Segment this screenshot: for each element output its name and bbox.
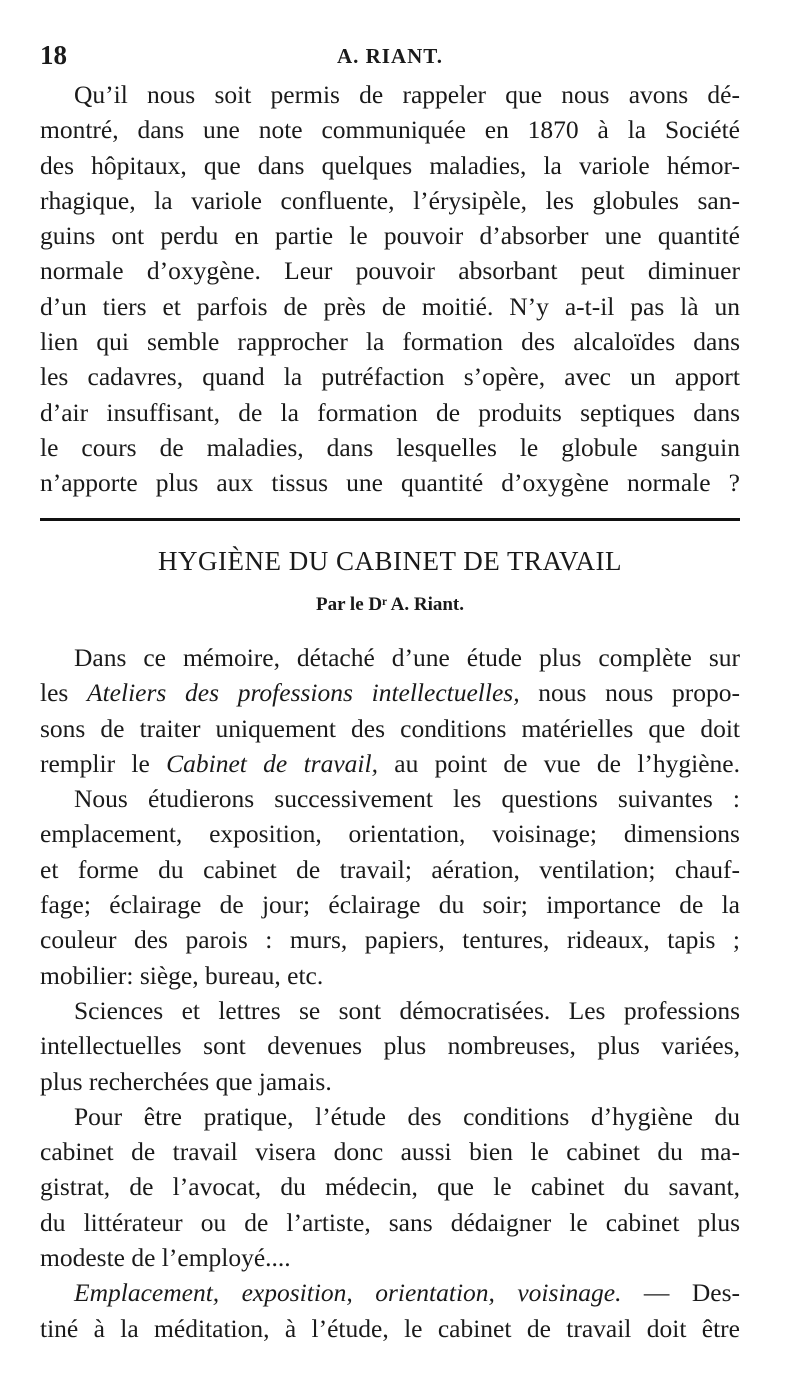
text-run: les (40, 678, 88, 708)
text-line (40, 1275, 740, 1310)
italic-title: Ateliers des professions intellectuelles, (87, 678, 520, 708)
continued-paragraph (40, 77, 740, 501)
text-line: normale d’oxygène. Leur pouvoir absorbant peut diminuer (40, 256, 740, 286)
text-line: cabinet de travail visera donc aussi bien le cabinet du ma- (40, 1137, 740, 1167)
text-line: rhagique, la variole confluente, l’érysipèle, les globules san- (40, 185, 740, 215)
text-line: guins ont perdu en partie le pouvoir d’absorber une quantité (40, 221, 740, 251)
article-title: HYGIÈNE DU CABINET DE TRAVAIL (158, 546, 622, 576)
text-line: d’un tiers et parfois de près de moitié. N’y a-t-il pas là un (40, 291, 740, 321)
page-number: 18 (40, 40, 67, 70)
text-run: au point de vue de l’hygiène. (377, 748, 740, 778)
text-line: lien qui semble rapprocher la formation des alcaloïdes dans (40, 327, 740, 357)
page-header (40, 40, 740, 74)
text-line: montré, dans une note communiquée en 1870 à la Société (40, 115, 740, 145)
text-line: Dans ce mémoire, détaché d’une étude plus complète sur (74, 643, 740, 672)
text-line: et forme du cabinet de travail; aération, ventilation; chauf- (40, 854, 740, 884)
text-line: emplacement, exposition, orientation, voisinage; dimensions (40, 819, 740, 849)
text-line (40, 675, 740, 710)
text-line: couleur des parois : murs, papiers, tentures, rideaux, tapis ; (40, 925, 740, 955)
text-line: modeste de l’employé.... (40, 1243, 291, 1273)
text-line: des hôpitaux, que dans quelques maladies, la variole hémor- (40, 150, 740, 180)
text-line: sons de traiter uniquement des conditions matérielles que doit (40, 713, 740, 743)
text-line: gistrat, de l’avocat, du médecin, que le cabinet du savant, (40, 1172, 740, 1202)
text-run: — Des- (621, 1278, 740, 1308)
text-line: Nous étudierons successivement les questions suivantes : (74, 784, 740, 814)
text-line: tiné à la méditation, à l’étude, le cabinet de travail doit être (40, 1313, 740, 1343)
text-line: d’air insuffisant, de la formation de produits septiques dans (40, 397, 740, 427)
text-line: n’apporte plus aux tissus une quantité d’oxygène normale ? (40, 468, 740, 498)
article-byline: Par le Dʳ A. Riant. (315, 594, 465, 615)
italic-heading: Emplacement, exposition, orientation, voisinage. (74, 1278, 622, 1308)
text-line: mobilier: siège, bureau, etc. (40, 960, 324, 990)
section-divider (40, 518, 740, 521)
text-line: Pour être pratique, l’étude des conditions d’hygiène du (74, 1101, 740, 1131)
italic-title: Cabinet de travail, (166, 748, 378, 778)
text-line: les cadavres, quand la putréfaction s’opère, avec un apport (40, 362, 740, 392)
text-run: remplir le (40, 748, 167, 778)
text-line: Sciences et lettres se sont démocratisées. Les professions (74, 995, 740, 1025)
running-head: A. RIANT. (336, 44, 444, 68)
text-line: intellectuelles sont devenues plus nombreuses, plus variées, (40, 1031, 740, 1061)
text-run: nous nous propo- (519, 678, 740, 708)
text-line: le cours de maladies, dans lesquelles le globule sanguin (40, 432, 740, 462)
text-line: fage; éclairage de jour; éclairage du soir; importance de la (40, 890, 740, 920)
text-line (40, 746, 740, 781)
text-line: plus recherchées que jamais. (40, 1066, 332, 1096)
text-line: du littérateur ou de l’artiste, sans dédaigner le cabinet plus (40, 1207, 740, 1237)
article-body (40, 640, 740, 1346)
text-line: Qu’il nous soit permis de rappeler que nous avons dé- (74, 80, 740, 109)
